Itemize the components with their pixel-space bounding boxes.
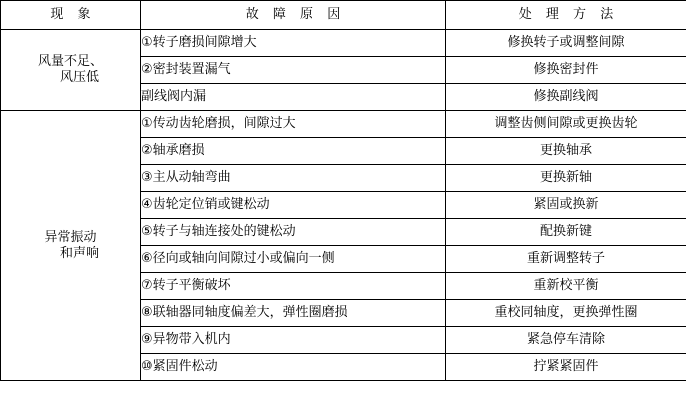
method-cell: 紧固或换新	[446, 192, 686, 219]
cause-cell: ②轴承磨损	[141, 138, 446, 165]
phenomenon-cell-group-2	[1, 111, 141, 381]
column-header-phenomenon: 现 象	[1, 1, 141, 30]
method-cell: 调整齿侧间隙或更换齿轮	[446, 111, 686, 138]
cause-cell: ⑨异物带入机内	[141, 327, 446, 354]
table-body	[1, 30, 686, 381]
method-cell: 更换轴承	[446, 138, 686, 165]
phenomenon-line: 异常振动	[44, 229, 97, 245]
phenomenon-line: 和声响	[59, 245, 99, 261]
column-header-method: 处 理 方 法	[446, 1, 686, 30]
method-cell: 修换转子或调整间隙	[446, 30, 686, 57]
table-header	[1, 1, 686, 30]
cause-cell: ④齿轮定位销或键松动	[141, 192, 446, 219]
cause-cell: ③主从动轴弯曲	[141, 165, 446, 192]
cause-cell: ①转子磨损间隙增大	[141, 30, 446, 57]
method-cell: 重校同轴度，更换弹性圈	[446, 300, 686, 327]
method-cell: 更换新轴	[446, 165, 686, 192]
method-cell: 重新调整转子	[446, 246, 686, 273]
method-cell: 修换副线阀	[446, 84, 686, 111]
column-header-cause: 故 障 原 因	[141, 1, 446, 30]
cause-cell: ①传动齿轮磨损，间隙过大	[141, 111, 446, 138]
cause-cell: ⑥径向或轴向间隙过小或偏向一侧	[141, 246, 446, 273]
phenomenon-cell-group-1	[1, 30, 141, 111]
method-cell: 紧急停车清除	[446, 327, 686, 354]
cause-cell: ⑦转子平衡破坏	[141, 273, 446, 300]
table-row	[1, 111, 686, 138]
table-header-row	[1, 1, 686, 30]
cause-cell: ②密封装置漏气	[141, 57, 446, 84]
method-cell: 重新校平衡	[446, 273, 686, 300]
phenomenon-line: 风压低	[59, 70, 99, 85]
method-cell: 修换密封件	[446, 57, 686, 84]
cause-cell: ⑧联轴器同轴度偏差大，弹性圈磨损	[141, 300, 446, 327]
phenomenon-line: 风量不足、	[37, 54, 103, 70]
method-cell: 拧紧紧固件	[446, 354, 686, 381]
method-cell: 配换新键	[446, 219, 686, 246]
cause-cell: ⑩紧固件松动	[141, 354, 446, 381]
cause-cell: ⑤转子与轴连接处的键松动	[141, 219, 446, 246]
table-row	[1, 30, 686, 57]
cause-cell: 副线阀内漏	[141, 84, 446, 111]
